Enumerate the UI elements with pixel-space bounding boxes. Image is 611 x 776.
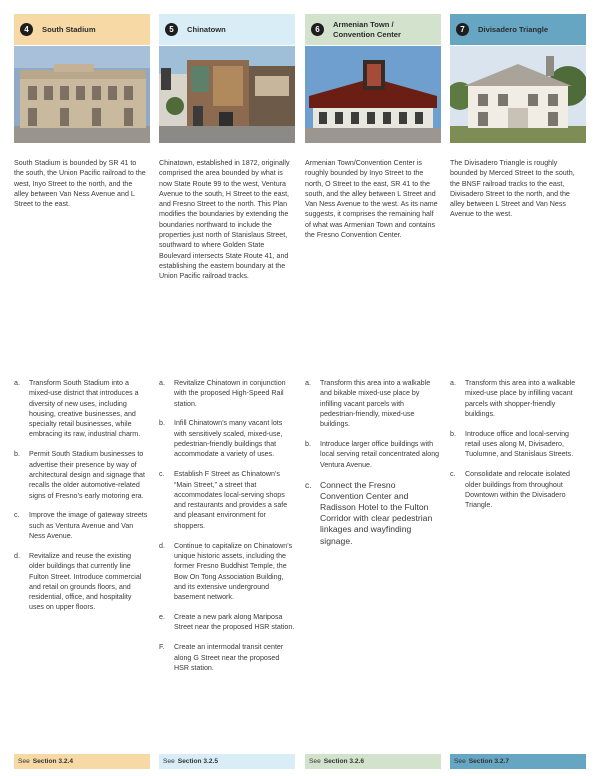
district-description: Chinatown, established in 1872, originally comprised the area bounded by what is now State Route 99 to the west, Ventura Avenue to the south, H Street to the east, and Fresno Street to the north. This Plan modifies the boundaries by extending the boundaries northward to include the properties just north of Stanislaus Street, southward to where Golden State Boulevard intersects State Route 41, and establishing the eastern boundary at the Union Pacific railroad tracks. <box>159 159 290 281</box>
divisadero-goals-list <box>450 378 586 520</box>
district-number-badge: 4 <box>20 23 33 36</box>
district-header-south-stadium <box>14 14 150 45</box>
list-item: d. Continue to capitalize on Chinatown’s unique historic assets, including the former Fresno Buddhist Temple, the Bow On Tong Association Building, and its extensive underground basement network. <box>159 541 293 602</box>
section-reference-footer: See Section 3.2.4 <box>14 754 150 769</box>
district-number-badge: 5 <box>165 23 178 36</box>
district-description: South Stadium is bounded by SR 41 to the south, the Union Pacific railroad to the west, Inyo Street to the north, and the alley between Van Ness Avenue and L Street to the east. <box>14 159 146 209</box>
list-item: b. Introduce larger office buildings with local serving retail concentrated along Ventura Avenue. <box>305 440 440 469</box>
section-reference-footer: See Section 3.2.6 <box>305 754 441 769</box>
chinatown-photo <box>159 46 295 143</box>
south-stadium-photo <box>14 46 150 143</box>
district-header-divisadero-triangle <box>450 14 586 45</box>
list-item: a. Transform this area into a walkable and bikable mixed-use place by infilling vacant parcels with pedestrian-friendly, mixed-use buildings. <box>305 379 431 429</box>
list-item: c. Consolidate and relocate isolated older buildings from throughout Downtown within the Divisadero Triangle. <box>450 470 570 510</box>
list-item: b. Infill Chinatown’s many vacant lots with sensitively scaled, mixed-use, pedestrian-friendly buildings that accommodate a variety of uses. <box>159 419 283 459</box>
list-item: b. Permit South Stadium businesses to advertise their presence by way of architectural design and signage that recalls the older automotive-related signs of Fresno’s early motoring era. <box>14 450 145 500</box>
district-header-armenian-town <box>305 14 441 45</box>
section-reference-footer: See Section 3.2.5 <box>159 754 295 769</box>
section-link[interactable]: Section 3.2.6 <box>323 758 365 765</box>
list-item: a. Transform this area into a walkable mixed-use place by infilling vacant parcels with shopper-friendly buildings. <box>450 379 576 418</box>
list-item: c. Improve the image of gateway streets such as Ventura Avenue and Van Ness Avenue. <box>14 511 148 541</box>
district-number-badge: 7 <box>456 23 469 36</box>
south-stadium-goals-list <box>14 378 148 622</box>
district-title: Divisadero Triangle <box>478 24 549 34</box>
section-reference-footer: See Section 3.2.7 <box>450 754 586 769</box>
district-number-badge: 6 <box>311 23 324 36</box>
district-header-chinatown <box>159 14 295 45</box>
list-item: e. Create a new park along Mariposa Street near the proposed HSR station. <box>159 613 295 632</box>
list-item: F. Create an intermodal transit center along G Street near the proposed HSR station. <box>159 643 284 672</box>
section-link[interactable]: Section 3.2.7 <box>468 758 510 765</box>
district-title: Armenian Town / Convention Center <box>333 19 401 39</box>
list-item: b. Introduce office and local-serving retail uses along M, Divisadero, Tuolumne, and Stanislaus Streets. <box>450 429 574 459</box>
section-link[interactable]: Section 3.2.4 <box>32 758 74 765</box>
list-item: a. Transform South Stadium into a mixed-use district that introduces a diversity of new uses, including housing, creative businesses, and specialty retail businesses, while embracing its raw, industrial charm. <box>14 379 141 439</box>
list-item: d. Revitalize and reuse the existing older buildings that currently line Fulton Street. Introduce commercial and retail on grounds floors, and residential, office, and hospitality uses on upper floors. <box>14 551 142 612</box>
chinatown-goals-list <box>159 378 295 683</box>
list-item: c. Establish F Street as Chinatown’s “Main Street,” a street that accommodates local-serving shops and restaurants and provides a safe and pleasant environment for shoppers. <box>159 470 288 530</box>
section-link[interactable]: Section 3.2.5 <box>177 758 219 765</box>
list-item: c. Connect the Fresno Convention Center and Radisson Hotel to the Fulton Corridor with clear pedestrian linkages and wayfinding signage. <box>305 479 433 546</box>
district-description: Armenian Town/Convention Center is roughly bounded by Inyo Street to the north, O Street to the east, SR 41 to the south, and the alley between L Street and Van Ness Avenue to the west. As its name suggests, it comprises the remaining half of what was Armenian Town and contains the Fresno Convention Center. <box>305 159 438 240</box>
district-title: Chinatown <box>187 24 226 34</box>
district-description: The Divisadero Triangle is roughly bounded by Merced Street to the south, the BNSF railroad tracks to the east, Divisadero Street to the north, and the alley between L Street and Van Ness Avenue to the west. <box>450 159 575 219</box>
district-title: South Stadium <box>42 24 96 34</box>
armenian-town-photo <box>305 46 441 143</box>
divisadero-triangle-photo <box>450 46 586 143</box>
list-item: a. Revitalize Chinatown in conjunction with the proposed High-Speed Rail station. <box>159 379 286 408</box>
armenian-town-goals-list <box>305 378 441 556</box>
